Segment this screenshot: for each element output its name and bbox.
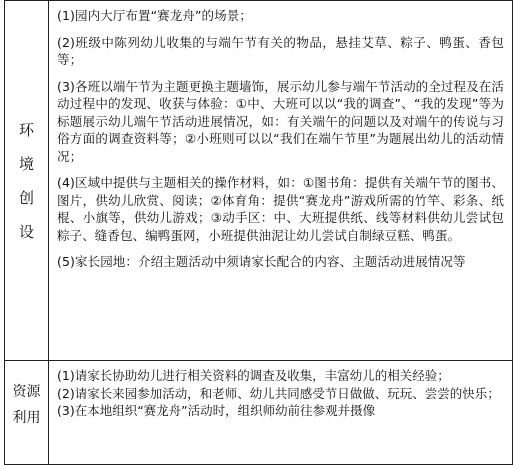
resources-label-line: 资源	[12, 384, 41, 400]
resources-item: (2)请家长来园参加活动，和老师、幼儿共同感受节日做做、玩玩、尝尝的快乐；	[57, 385, 500, 401]
environment-item: (3)各班以端午节为主题更换主题墙饰，展示幼儿参与端午节活动的全过程及在活动过程中的发现、收获与体验：①中、大班可以以“我的调查”、“我的发现”等为标题展示幼儿端午节活动进展情况，如：有关端午的问题以及对端午的传说与习俗方面的调查资料等；②小班则可以以“我们在端午节里”为题展出幼儿的活动情况；	[57, 78, 504, 164]
resources-item: (3)在本地组织“赛龙舟”活动时，组织师幼前往参观并摄像	[57, 403, 376, 418]
environment-item: (1)园内大厅布置“赛龙舟”的场景；	[57, 8, 252, 23]
resources-label-line: 利用	[12, 410, 41, 426]
environment-row	[5, 1, 513, 361]
resources-label	[5, 361, 49, 465]
environment-label	[5, 1, 49, 361]
environment-label-char: 创	[18, 188, 34, 207]
resources-item: (1)请家长协助幼儿进行相关资料的调查及收集，丰富幼儿的相关经验；	[57, 368, 450, 383]
plan-table	[4, 0, 513, 465]
environment-label-char: 境	[18, 154, 34, 173]
resources-row	[5, 361, 513, 465]
environment-item: (2)班级中陈列幼儿收集的与端午节有关的物品，悬挂艾草、粽子、鸭蛋、香包等；	[57, 34, 504, 67]
environment-item: (4)区域中提供与主题相关的操作材料，如：①图书角：提供有关端午节的图书、图片，供幼儿欣赏、阅读；②体育角：提供“赛龙舟”游戏所需的竹竿、彩条、纸棍、小旗等，供幼儿游戏；③动手区：中、大班提供纸、线等材料供幼儿尝试包粽子、缝香包、编鸭蛋网，小班提供油泥让幼儿尝试自制绿豆糕、鸭蛋。	[57, 175, 504, 243]
environment-label-char: 设	[18, 222, 34, 241]
environment-label-char: 环	[18, 120, 34, 139]
environment-content	[49, 1, 513, 361]
resources-content	[49, 361, 513, 465]
environment-item: (5)家长园地：介绍主题活动中须请家长配合的内容、主题活动进展情况等	[57, 254, 466, 269]
